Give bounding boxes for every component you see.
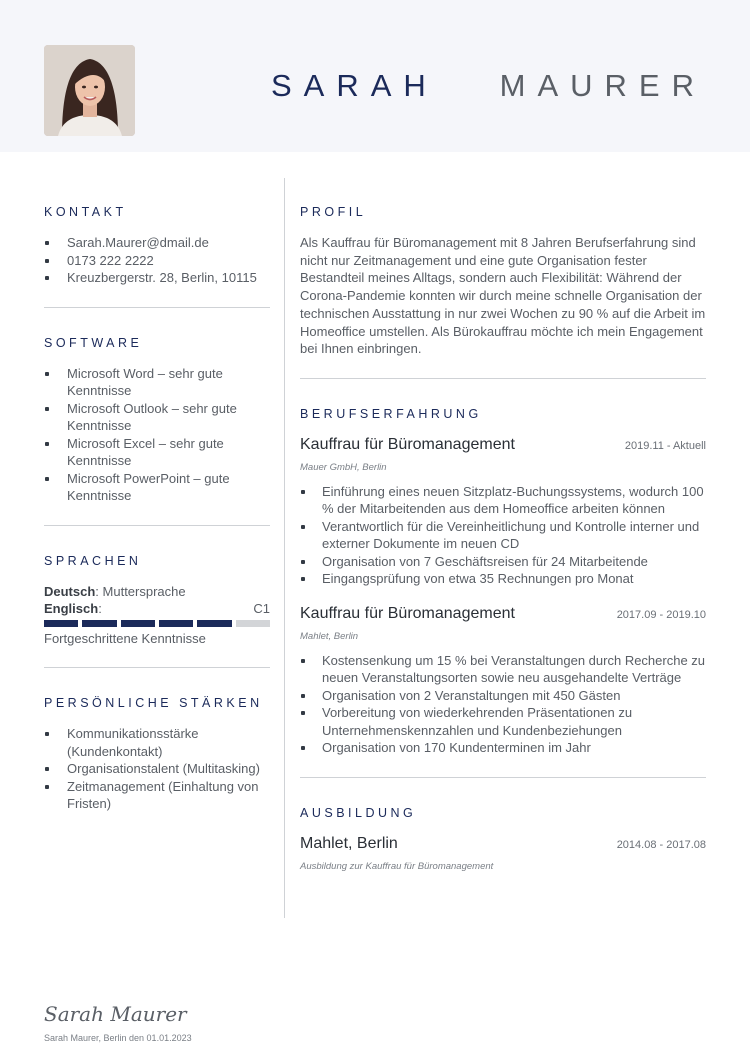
section-title: SPRACHEN: [44, 553, 142, 568]
section-divider: [300, 777, 706, 778]
language-level-description: Fortgeschrittene Kenntnisse: [44, 630, 206, 646]
list-item: Zeitmanagement (Einhaltung von Fristen): [44, 778, 270, 813]
candidate-name: [271, 68, 706, 104]
list-item: Microsoft Outlook – sehr gute Kenntnisse: [44, 400, 270, 435]
list-item: Organisation von 7 Geschäftsreisen für 24 Mitarbeitende: [300, 553, 706, 571]
profile-text: Als Kauffrau für Büromanagement mit 8 Jahren Berufserfahrung sind nicht nur Zeitmanagement und eine gute Organisation fester Bestandteil meines Alltags, sondern auch Flexibilität: Während der Corona-Pandemie konnten wir durch meine schnelle Organisation der technischen Ausstattung in nur zwei Wochen zu 90 % auf die Arbeit im Homeoffice umstellen. Als Bürokauffrau möchte ich mein Engagement bei Ihnen einbringen.: [300, 235, 706, 357]
section-title: AUSBILDUNG: [300, 805, 417, 820]
list-item: Microsoft Word – sehr gute Kenntnisse: [44, 365, 270, 400]
job-entry: [300, 436, 706, 588]
job-title: Kauffrau für Büromanagement: [300, 604, 515, 622]
list-item: Organisationstalent (Multitasking): [44, 760, 270, 778]
language-native: [44, 583, 270, 601]
strengths-section: [44, 696, 270, 813]
language-second: [44, 600, 270, 618]
job-company: Mauer GmbH, Berlin: [300, 461, 387, 473]
education-date: 2014.08 - 2017.08: [616, 838, 706, 851]
software-section: [44, 336, 270, 505]
section-title: PERSÖNLICHE STÄRKEN: [44, 696, 263, 710]
education-title: Mahlet, Berlin: [300, 834, 398, 852]
left-column: [44, 205, 270, 813]
right-column: [300, 205, 706, 882]
education-description: Ausbildung zur Kauffrau für Büromanagement: [300, 860, 494, 872]
job-date: 2019.11 - Aktuell: [624, 439, 706, 452]
language-code: C1: [253, 601, 270, 616]
level-segment: [121, 620, 155, 627]
last-name: MAURER: [499, 68, 706, 103]
job-title: Kauffrau für Büromanagement: [300, 435, 515, 453]
level-segment: [82, 620, 116, 627]
list-item: Microsoft PowerPoint – gute Kenntnisse: [44, 470, 270, 505]
section-title: BERUFSERFAHRUNG: [300, 406, 482, 421]
header: [0, 0, 750, 152]
list-item: Organisation von 2 Veranstaltungen mit 450 Gästen: [300, 687, 706, 705]
level-segment: [197, 620, 231, 627]
list-item: Verantwortlich für die Vereinheitlichung und Kontrolle interner und externer Dokumente im neuen CD: [300, 518, 706, 553]
portrait-image: [44, 45, 135, 136]
list-item: Kommunikationsstärke (Kundenkontakt): [44, 725, 270, 760]
list-item: Organisation von 170 Kundenterminen im Jahr: [300, 739, 706, 757]
list-item: Vorbereitung von wiederkehrenden Präsentationen zu Unternehmenskennzahlen und Kundenbeziehungen: [300, 704, 706, 739]
strengths-list: [44, 725, 270, 813]
section-divider: [44, 667, 270, 668]
experience-section: [300, 407, 706, 757]
contact-section: [44, 205, 270, 287]
section-title: PROFIL: [300, 205, 367, 219]
list-item: Microsoft Excel – sehr gute Kenntnisse: [44, 435, 270, 470]
job-tasks: [300, 483, 706, 588]
language-level-bar: [44, 620, 270, 627]
contact-phone: 0173 222 2222: [44, 252, 270, 270]
signature: Sarah Maurer: [44, 1002, 187, 1026]
contact-list: [44, 234, 270, 287]
level-segment: [236, 620, 270, 627]
contact-email: Sarah.Maurer@dmail.de: [44, 234, 270, 252]
software-list: [44, 365, 270, 505]
languages-section: [44, 554, 270, 648]
profile-section: [300, 205, 706, 358]
job-tasks: [300, 652, 706, 757]
language-name: Deutsch: [44, 583, 96, 599]
column-divider: [284, 178, 285, 918]
contact-address: Kreuzbergerstr. 28, Berlin, 10115: [44, 269, 270, 287]
list-item: Kostensenkung um 15 % bei Veranstaltungen durch Recherche zu neuen Veranstaltungsorten sowie neu ausgehandelte Verträge: [300, 652, 706, 687]
section-divider: [44, 307, 270, 308]
education-section: [300, 806, 706, 872]
education-entry: [300, 835, 706, 872]
language-colon: :: [98, 601, 102, 616]
profile-photo: [44, 45, 135, 136]
job-entry: [300, 605, 706, 757]
signature-caption: Sarah Maurer, Berlin den 01.01.2023: [44, 1033, 192, 1043]
language-name: Englisch: [44, 601, 99, 616]
section-divider: [300, 378, 706, 379]
list-item: Einführung eines neuen Sitzplatz-Buchungssystems, wodurch 100 % der Mitarbeitenden aus dem Homeoffice arbeiten können: [300, 483, 706, 518]
job-date: 2017.09 - 2019.10: [616, 608, 706, 621]
job-company: Mahlet, Berlin: [300, 630, 359, 642]
section-title: SOFTWARE: [44, 335, 143, 350]
level-segment: [44, 620, 78, 627]
first-name: SARAH: [271, 68, 438, 103]
list-item: Eingangsprüfung von etwa 35 Rechnungen pro Monat: [300, 570, 706, 588]
language-level: : Muttersprache: [95, 583, 186, 599]
section-divider: [44, 525, 270, 526]
level-segment: [159, 620, 193, 627]
section-title: KONTAKT: [44, 205, 127, 219]
